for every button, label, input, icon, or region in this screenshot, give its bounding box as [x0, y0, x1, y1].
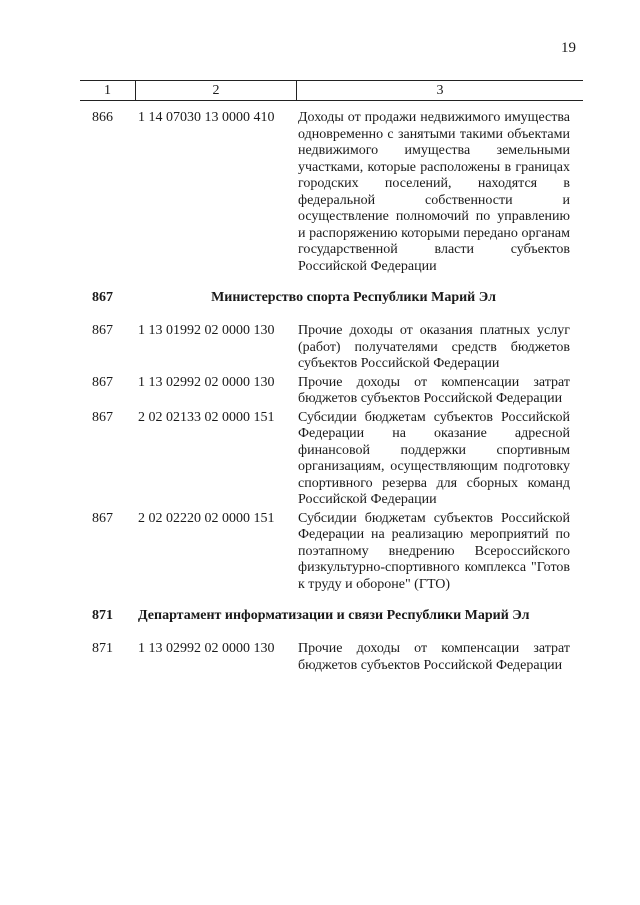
- income-description: Прочие доходы от компенсации затрат бюджетов субъектов Российской Федерации: [298, 374, 570, 406]
- section-code: 867: [92, 290, 113, 305]
- budget-class-code: 2 02 02220 02 0000 151: [138, 510, 275, 526]
- header-col-2: 2: [136, 81, 297, 100]
- table-row: [80, 110, 583, 275]
- table-body: [80, 110, 583, 674]
- income-description: Доходы от продажи недвижимого имущества одновременно с занятыми такими объектами недвижимого имущества земельными участками, которые расположены в границах городских поселений, находятся в федеральной собственности и осуществление полномочий по управлению и распоряжению которыми передано органам государственной власти субъектов Российской Федерации: [298, 110, 570, 274]
- page-number: 19: [561, 40, 576, 56]
- header-col-3: 3: [436, 83, 444, 98]
- section-code: 871: [92, 608, 113, 623]
- table-row: [80, 410, 583, 509]
- income-description: Субсидии бюджетам субъектов Российской Федерации на реализацию мероприятий по поэтапному внедрению Всероссийского физкультурно-спортивного комплекса "Готов к труду и обороне" (ГТО): [298, 510, 570, 592]
- income-description: Прочие доходы от оказания платных услуг (работ) получателями средств бюджетов субъектов Российской Федерации: [298, 323, 570, 371]
- header-col-1: 1: [80, 81, 136, 100]
- budget-class-code: 1 13 02992 02 0000 130: [138, 374, 275, 390]
- table-header: [80, 80, 583, 101]
- section-title: Департамент информатизации и связи Республики Марий Эл: [138, 608, 530, 623]
- table-row: [80, 511, 583, 594]
- section-heading: [80, 607, 583, 625]
- admin-code: 867: [92, 510, 113, 526]
- income-description: Субсидии бюджетам субъектов Российской Федерации на оказание адресной финансовой поддержки спортивным организациям, осуществляющим подготовку спортивного резерва для сборных команд Российской Федерации: [298, 409, 570, 507]
- section-title: Министерство спорта Республики Марий Эл: [211, 290, 496, 305]
- admin-code: 867: [92, 323, 113, 338]
- admin-code: 866: [92, 110, 113, 125]
- budget-class-code: 1 13 01992 02 0000 130: [138, 323, 275, 338]
- admin-code: 871: [92, 641, 113, 656]
- table-row: [80, 323, 583, 373]
- table-row: [80, 375, 583, 408]
- admin-code: 867: [92, 374, 113, 390]
- table-row: [80, 641, 583, 674]
- budget-class-code: 1 14 07030 13 0000 410: [138, 110, 275, 125]
- budget-class-code: 2 02 02133 02 0000 151: [138, 409, 275, 425]
- income-description: Прочие доходы от компенсации затрат бюджетов субъектов Российской Федерации: [298, 641, 570, 673]
- admin-code: 867: [92, 409, 113, 425]
- budget-class-code: 1 13 02992 02 0000 130: [138, 641, 275, 656]
- section-heading: [80, 289, 583, 307]
